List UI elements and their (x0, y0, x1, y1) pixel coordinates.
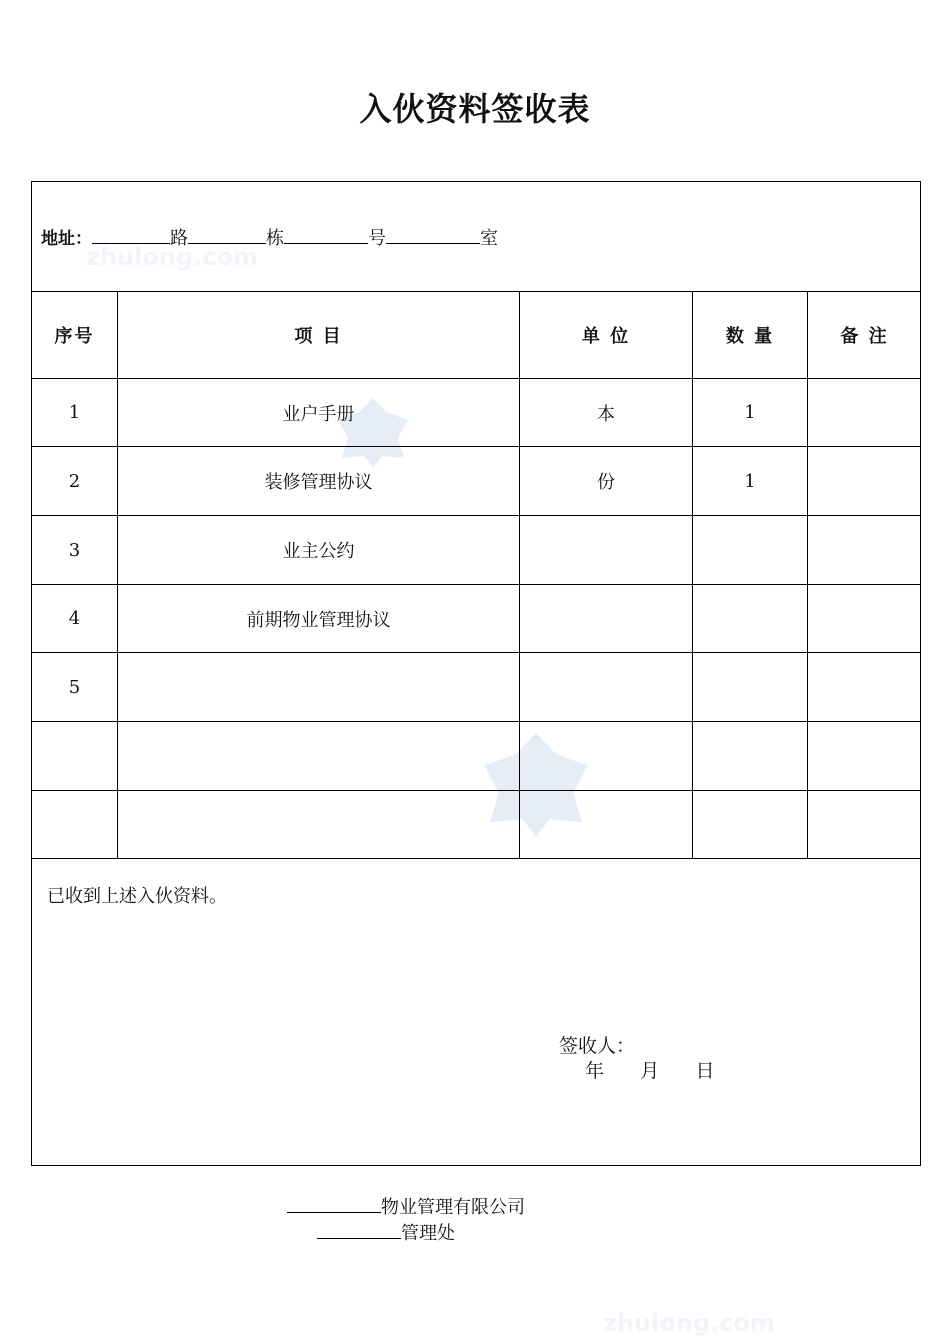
table-cell-quantity[interactable] (693, 585, 807, 652)
table-cell-item: 装修管理协议 (264, 472, 373, 493)
number-blank[interactable] (284, 225, 368, 244)
footer-office-line (317, 1219, 455, 1245)
table-cell-unit[interactable] (520, 516, 692, 584)
table-cell-unit[interactable] (520, 722, 692, 790)
number-label: 号 (368, 228, 386, 249)
footer-office: 管理处 (401, 1223, 455, 1244)
date-month-label: 月 (640, 1060, 660, 1082)
table-cell-quantity[interactable] (693, 653, 807, 721)
table-cell-index[interactable] (32, 791, 117, 858)
table-cell-index[interactable] (32, 722, 117, 790)
header-item: 项 目 (294, 325, 343, 347)
table-cell-unit: 本 (597, 403, 615, 425)
table-cell-item: 前期物业管理协议 (246, 609, 391, 631)
date-day-label: 日 (695, 1060, 715, 1082)
table-cell-unit[interactable] (520, 791, 692, 858)
table-cell-index: 4 (68, 608, 81, 629)
office-name-blank[interactable] (317, 1220, 401, 1239)
table-cell-index: 5 (68, 676, 81, 698)
building-label: 栋 (266, 228, 284, 249)
table-cell-index: 3 (68, 539, 81, 561)
date-line (585, 1056, 715, 1083)
table-cell-unit[interactable] (520, 585, 692, 652)
page-title: 入伙资料签收表 (359, 90, 591, 128)
table-cell-remarks[interactable] (808, 653, 921, 721)
table-cell-item: 业主公约 (282, 541, 355, 562)
table-bottom-line (32, 858, 921, 859)
address-label: 地址： (41, 229, 92, 249)
signer-label: 签收人： (559, 1035, 636, 1057)
header-remarks: 备 注 (840, 325, 889, 347)
table-cell-item: 业户手册 (282, 403, 355, 425)
table-cell-remarks[interactable] (808, 516, 921, 584)
room-blank[interactable] (386, 225, 480, 244)
table-cell-unit: 份 (597, 472, 615, 493)
table-cell-quantity: 1 (744, 402, 756, 423)
table-cell-index: 1 (68, 402, 81, 423)
watermark-text-bottom: zhulong.com (603, 1309, 775, 1337)
table-cell-remarks[interactable] (808, 585, 921, 652)
building-blank[interactable] (188, 225, 266, 244)
table-cell-quantity[interactable] (693, 791, 807, 858)
received-statement: 已收到上述入伙资料。 (47, 886, 227, 907)
road-label: 路 (170, 228, 188, 249)
header-unit: 单 位 (581, 325, 631, 347)
room-label: 室 (480, 228, 498, 249)
header-quantity: 数 量 (725, 325, 775, 347)
table-cell-index: 2 (68, 470, 81, 492)
date-year-label: 年 (585, 1060, 605, 1082)
table-cell-quantity: 1 (744, 470, 756, 492)
table-cell-unit[interactable] (520, 653, 692, 721)
table-cell-item[interactable] (118, 653, 519, 721)
table-cell-quantity[interactable] (693, 722, 807, 790)
watermark-text: zhulong.com (86, 243, 258, 271)
table-cell-remarks[interactable] (808, 447, 921, 515)
table-cell-remarks[interactable] (808, 379, 921, 446)
address-line (41, 225, 498, 251)
table-cell-item[interactable] (118, 722, 519, 790)
footer-company-line (287, 1193, 525, 1219)
footer-company: 物业管理有限公司 (381, 1197, 525, 1218)
table-cell-item[interactable] (118, 791, 519, 858)
company-name-blank[interactable] (287, 1194, 381, 1213)
table-cell-remarks[interactable] (808, 791, 921, 858)
table-cell-quantity[interactable] (693, 516, 807, 584)
table-cell-remarks[interactable] (808, 722, 921, 790)
header-index: 序号 (54, 325, 95, 347)
road-blank[interactable] (92, 225, 170, 244)
